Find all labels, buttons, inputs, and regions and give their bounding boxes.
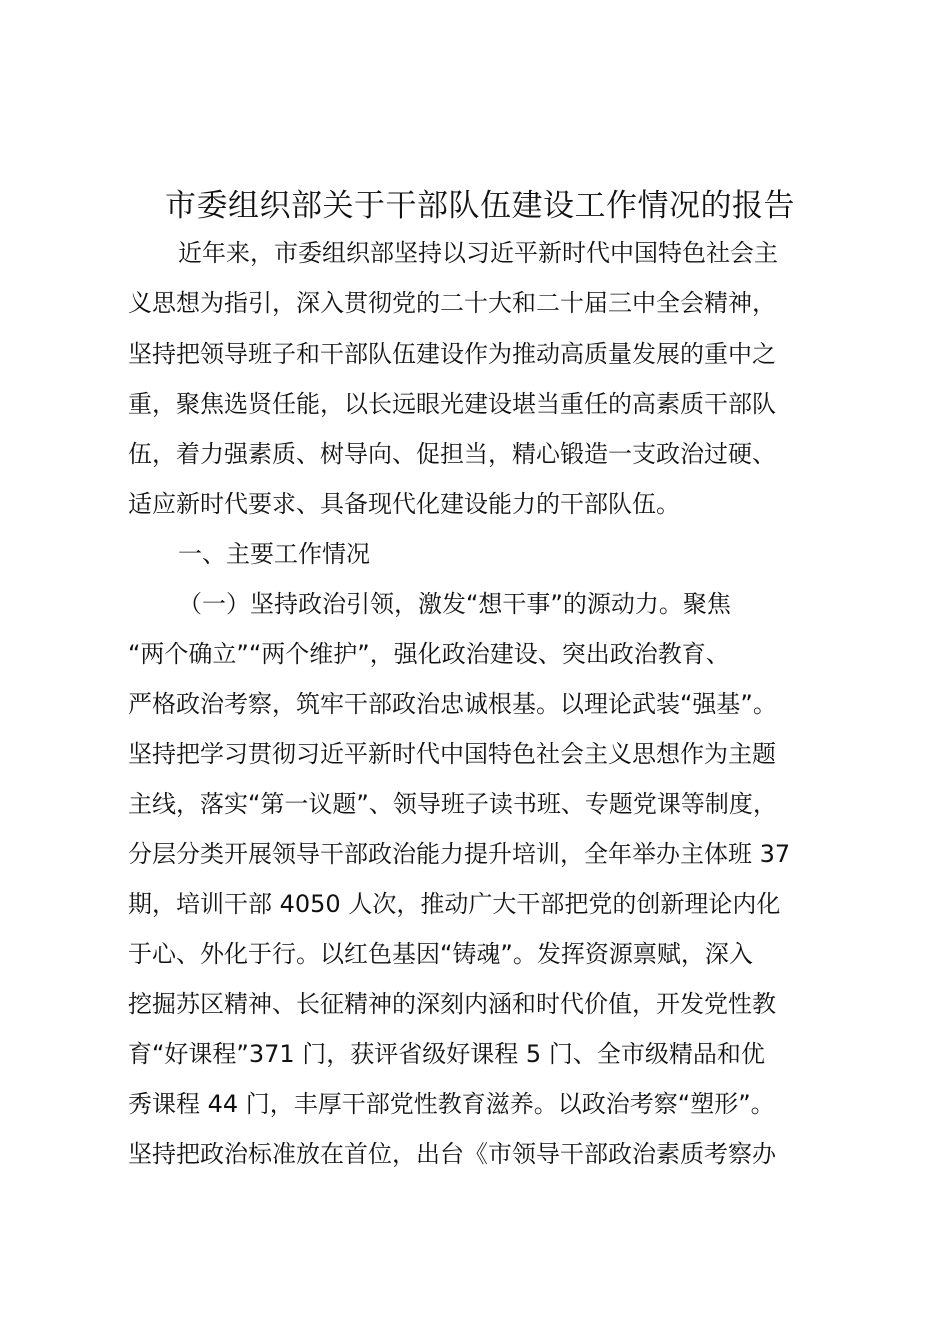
paragraph-line: 于心、外化于行。以红色基因“铸魂”。发挥资源禀赋，深入 (128, 940, 753, 968)
document-title: 市委组织部关于干部队伍建设工作情况的报告 (165, 188, 795, 224)
paragraph-line: 重，聚焦选贤任能，以长远眼光建设堪当重任的高素质干部队 (128, 390, 776, 418)
paragraph-line: 适应新时代要求、具备现代化建设能力的干部队伍。 (128, 490, 680, 518)
paragraph-line: 主线，落实“第一议题”、领导班子读书班、专题党课等制度， (128, 790, 777, 818)
paragraph-line: 期，培训干部 4050 人次，推动广大干部把党的创新理论内化 (128, 890, 781, 918)
paragraph-line: （一）坚持政治引领，激发“想干事”的源动力。聚焦 (178, 590, 731, 618)
paragraph-line: 坚持把领导班子和干部队伍建设作为推动高质量发展的重中之 (128, 340, 776, 368)
paragraph-line: 秀课程 44 门，丰厚干部党性教育滋养。以政治考察“塑形”。 (128, 1090, 775, 1118)
paragraph-line: 育“好课程”371 门，获评省级好课程 5 门、全市级精品和优 (128, 1040, 765, 1068)
section-heading: 一、主要工作情况 (178, 540, 370, 568)
paragraph-line: 严格政治考察，筑牢干部政治忠诚根基。以理论武装“强基”。 (128, 690, 777, 718)
paragraph-line: 分层分类开展领导干部政治能力提升培训，全年举办主体班 37 (128, 840, 791, 868)
paragraph-line: 义思想为指引，深入贯彻党的二十大和二十届三中全会精神， (128, 289, 776, 317)
paragraph-line: 挖掘苏区精神、长征精神的深刻内涵和时代价值，开发党性教 (128, 990, 776, 1018)
paragraph-line: “两个确立”“两个维护”，强化政治建设、突出政治教育、 (128, 640, 730, 668)
paragraph-line: 坚持把政治标准放在首位，出台《市领导干部政治素质考察办 (128, 1140, 776, 1168)
paragraph-line: 伍，着力强素质、树导向、促担当，精心锻造一支政治过硬、 (128, 440, 776, 468)
paragraph-line: 坚持把学习贯彻习近平新时代中国特色社会主义思想作为主题 (128, 740, 776, 768)
paragraph-line: 近年来，市委组织部坚持以习近平新时代中国特色社会主 (178, 239, 778, 267)
